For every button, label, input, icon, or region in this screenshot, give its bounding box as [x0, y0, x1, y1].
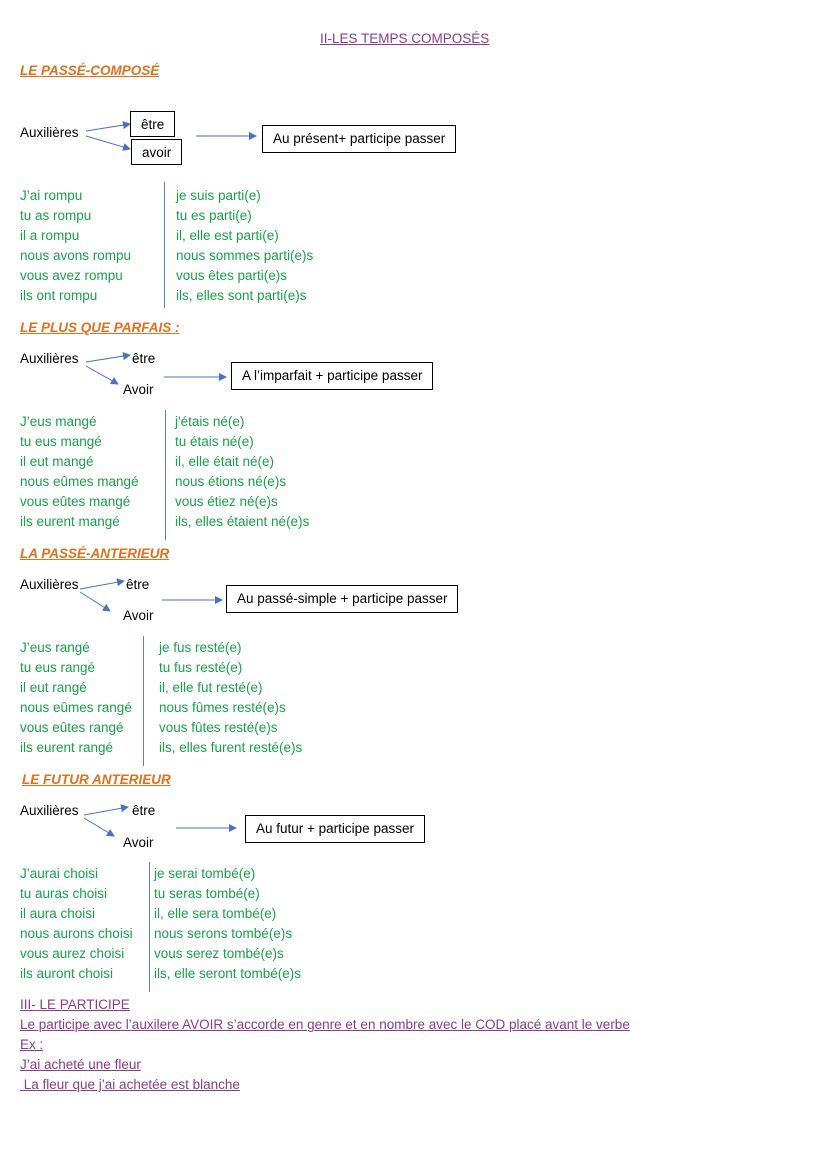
conjugation-line: tu étais né(e) [175, 434, 254, 449]
conjugation-line: J’eus rangé [20, 640, 90, 655]
arrow-avoir-2 [86, 366, 118, 384]
conjugation-line: j'étais né(e) [175, 414, 245, 429]
rule-box: Au présent+ participe passer [262, 125, 456, 153]
aux-avoir-box: avoir [131, 139, 182, 165]
section-heading: LA PASSÉ-ANTERIEUR [20, 546, 170, 561]
conjugation-line: ils, elle seront tombé(e)s [154, 966, 302, 981]
example-sentence: La fleur que j’ai achetée est blanche [20, 1077, 240, 1092]
participe-rule: Le participe avec l’auxilere AVOIR s’accorde en genre et en nombre avec le COD placé avant le verbe [20, 1017, 630, 1032]
conjugation-line: ils eurent mangé [20, 514, 120, 529]
section-heading: LE PLUS QUE PARFAIS : [20, 320, 180, 335]
conjugation-line: il a rompu [20, 228, 80, 243]
column-divider [143, 636, 144, 766]
aux-avoir: Avoir [123, 608, 154, 623]
conjugation-line: il, elle sera tombé(e) [154, 906, 277, 921]
conjugation-line: tu es parti(e) [176, 208, 252, 223]
conjugation-line: ils, elles sont parti(e)s [176, 288, 307, 303]
rule-box: A l’imparfait + participe passer [231, 362, 433, 390]
aux-etre: être [132, 351, 156, 366]
arrow-avoir-4 [84, 818, 114, 836]
section-heading: LE PASSÉ-COMPOSÉ [20, 63, 160, 78]
conjugation-line: nous fûmes resté(e)s [159, 700, 286, 715]
arrow-etre-4 [84, 807, 128, 815]
conjugation-line: tu auras choisi [20, 886, 108, 901]
conjugation-line: nous avons rompu [20, 248, 132, 263]
conjugation-line: il aura choisi [20, 906, 96, 921]
aux-label: Auxilières [20, 577, 79, 592]
conjugation-line: J’eus mangé [20, 414, 97, 429]
participe-heading: III- LE PARTICIPE [20, 997, 130, 1012]
arrow-etre-2 [86, 355, 130, 362]
arrow-avoir-3 [80, 592, 110, 611]
arrow-etre-1 [86, 124, 130, 131]
conjugation-line: nous aurons choisi [20, 926, 133, 941]
conjugation-line: vous étiez né(e)s [175, 494, 278, 509]
conjugation-line: vous avez rompu [20, 268, 123, 283]
conjugation-line: nous étions né(e)s [175, 474, 287, 489]
conjugation-line: J’aurai choisi [20, 866, 99, 881]
conjugation-line: vous aurez choisi [20, 946, 125, 961]
aux-label: Auxilières [20, 803, 79, 818]
conjugation-line: je fus resté(e) [159, 640, 242, 655]
conjugation-line: vous fûtes resté(e)s [159, 720, 278, 735]
conjugation-line: vous êtes parti(e)s [176, 268, 288, 283]
conjugation-line: je serai tombé(e) [154, 866, 256, 881]
conjugation-line: ils ont rompu [20, 288, 98, 303]
conjugation-line: il eut rangé [20, 680, 87, 695]
conjugation-line: nous sommes parti(e)s [176, 248, 314, 263]
example-sentence: J’ai acheté une fleur [20, 1057, 141, 1072]
arrow-etre-3 [80, 581, 124, 589]
conjugation-line: il eut mangé [20, 454, 94, 469]
aux-label: Auxilières [20, 351, 79, 366]
conjugation-line: ils, elles furent resté(e)s [159, 740, 303, 755]
section-heading: LE FUTUR ANTERIEUR [22, 772, 171, 787]
conjugation-line: ils, elles étaient né(e)s [175, 514, 310, 529]
conjugation-line: vous eûtes rangé [20, 720, 124, 735]
aux-avoir: Avoir [123, 835, 154, 850]
aux-avoir: Avoir [123, 382, 154, 397]
conjugation-line: ils auront choisi [20, 966, 114, 981]
aux-etre: être [132, 803, 156, 818]
conjugation-line: ils eurent rangé [20, 740, 114, 755]
page-title: II-LES TEMPS COMPOSÉS [320, 31, 490, 46]
aux-etre: être [126, 577, 150, 592]
conjugation-line: vous eûtes mangé [20, 494, 131, 509]
aux-etre-box: être [130, 111, 175, 137]
conjugation-line: tu as rompu [20, 208, 92, 223]
column-divider [164, 182, 165, 308]
conjugation-line: tu fus resté(e) [159, 660, 243, 675]
column-divider [149, 862, 150, 992]
conjugation-line: tu eus rangé [20, 660, 96, 675]
rule-box: Au passé-simple + participe passer [226, 585, 458, 613]
conjugation-line: vous serez tombé(e)s [154, 946, 284, 961]
conjugation-line: J’ai rompu [20, 188, 83, 203]
conjugation-line: il, elle fut resté(e) [159, 680, 263, 695]
conjugation-line: je suis parti(e) [176, 188, 261, 203]
arrow-avoir-1 [86, 136, 130, 149]
rule-box: Au futur + participe passer [245, 815, 425, 843]
conjugation-line: nous serons tombé(e)s [154, 926, 293, 941]
conjugation-line: tu eus mangé [20, 434, 102, 449]
conjugation-line: il, elle est parti(e) [176, 228, 279, 243]
conjugation-line: tu seras tombé(e) [154, 886, 260, 901]
conjugation-line: il, elle était né(e) [175, 454, 275, 469]
conjugation-line: nous eûmes rangé [20, 700, 132, 715]
example-label: Ex : [20, 1037, 44, 1052]
conjugation-line: nous eûmes mangé [20, 474, 139, 489]
aux-label: Auxilières [20, 125, 79, 140]
column-divider [165, 410, 166, 540]
